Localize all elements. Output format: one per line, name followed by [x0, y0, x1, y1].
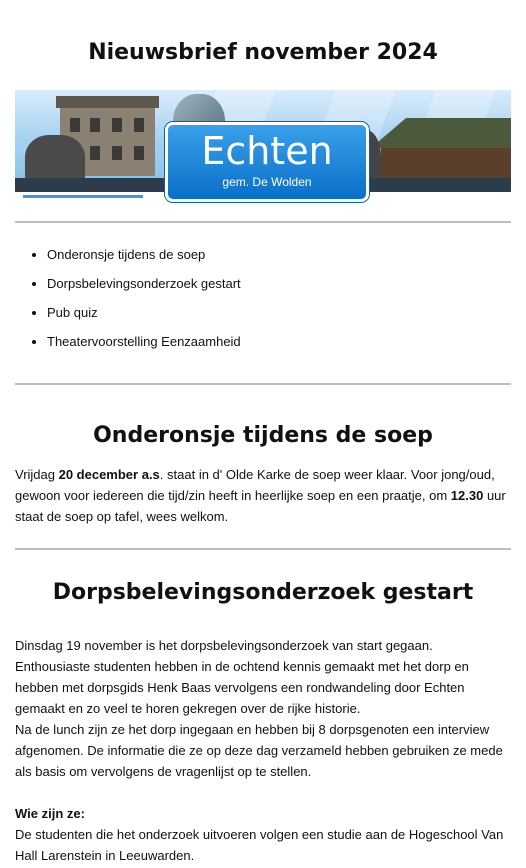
section-soep-text [15, 464, 511, 527]
banner-accent-line [23, 195, 143, 198]
echten-logo [165, 122, 369, 202]
text-fragment: Vrijdag [15, 467, 59, 482]
section-onderzoek-text-2: Na de lunch zijn ze het dorp ingegaan en hebben bij 8 dorpsgenoten een interview afgenomen. De informatie die ze op deze dag verzameld hebben gebruiken ze mede als basis om vervolgens de vragenlijst op te stellen. [15, 722, 503, 779]
section-onderzoek-text-3: De studenten die het onderzoek uitvoeren volgen een studie aan de Hogeschool Van Hall Larenstein in Leeuwarden. [15, 827, 504, 863]
header-banner-image [15, 90, 511, 204]
section-onderzoek-text-1: Dinsdag 19 november is het dorpsbelevingsonderzoek van start gegaan. Enthousiaste studenten hebben in de ochtend kennis gemaakt met het dorp en hebben met dorpsgids Henk Baas vervolgens een rondwandeling door Echten gemaakt en zo veel te horen gekregen over de rijke historie. [15, 638, 469, 716]
toc-item[interactable]: • Pub quiz [47, 305, 511, 321]
table-of-contents [15, 223, 511, 383]
toc-item[interactable]: • Theatervoorstelling Eenzaamheid [47, 334, 511, 350]
sub-heading-bold: Wie zijn ze: [15, 806, 85, 821]
banner-farmhouse [361, 118, 511, 184]
text-fragment: . staat in d' Olde Karke de soep weer klaar. Voor jong/oud, gewoon voor iedereen die tijd/zin heeft in heerlijke soep en een praatje, om [15, 467, 495, 503]
toc-item[interactable]: • Dorpsbelevingsonderzoek gestart [47, 276, 511, 292]
time-bold: 12.30 [450, 488, 484, 503]
logo-subtext: gem. De Wolden [222, 175, 312, 189]
text-fragment: uur staat de soep op tafel, wees welkom. [15, 488, 506, 524]
page-title: Nieuwsbrief november 2024 [88, 40, 438, 65]
logo-text: Echten [201, 129, 333, 173]
section-heading-soep: Onderonsje tijdens de soep [93, 423, 433, 448]
section-heading-onderzoek: Dorpsbelevingsonderzoek gestart [52, 580, 474, 605]
date-bold: 20 december a.s [58, 467, 160, 482]
toc-item[interactable]: • Onderonsje tijdens de soep [47, 247, 511, 263]
wie-zijn-ze-heading [15, 803, 511, 824]
